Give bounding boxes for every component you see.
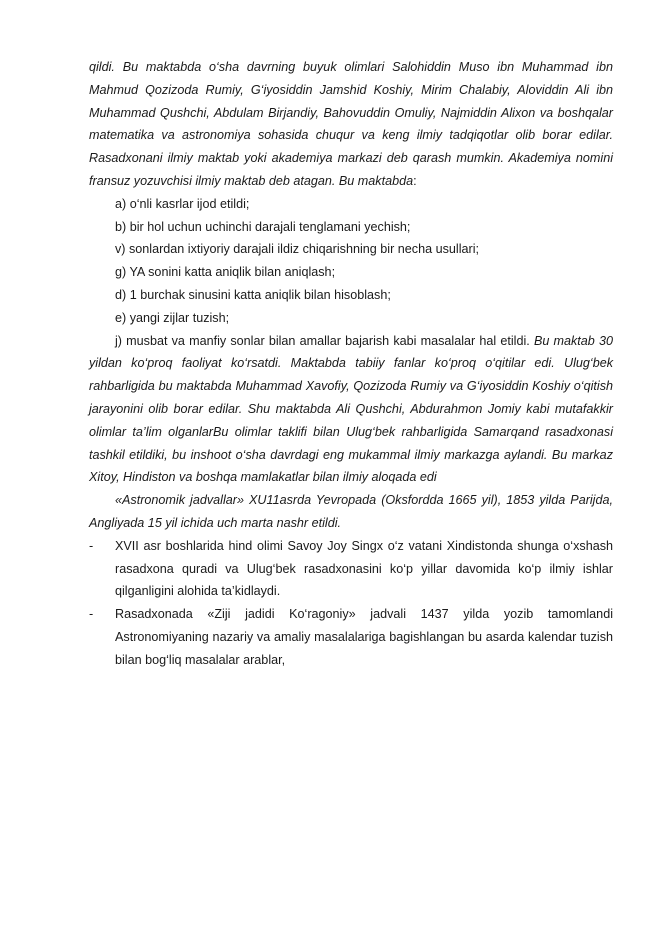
- list-item-g: g) YA sonini katta aniqlik bilan aniqlash;: [115, 265, 336, 280]
- list-item-v: v) sonlardan ixtiyoriy darajali ildiz chiqarishning bir necha usullari;: [115, 242, 479, 257]
- intro-italic-text: qildi. Bu maktabda o‘sha davrning buyuk olimlari Salohiddin Muso ibn Muhammad ibn Mahmud Qozizoda Rumiy, G‘iyosiddin Jamshid Koshiy, Mirim Chalabiy, Aloviddin Ali ibn Muhammad Qushchi, Abdulam Birjandiy, Bahovuddin Omuliy, Najmiddin Alixon va boshqalar matematika va astronomiya sohasida chuqur va keng ilmiy tadqiqotlar olib borar edilar. Rasadxonani ilmiy maktab yoki akademiya markazi deb qarash mumkin. Akademiya nomini fransuz yozuvchisi ilmiy maktab deb atagan. Bu maktabda: [89, 60, 613, 188]
- list-item-b: b) bir hol uchun uchinchi darajali tenglamani yechish;: [115, 219, 411, 234]
- item-j-regular-text: j) musbat va manfiy sonlar bilan amallar bajarish kabi masalalar hal etildi.: [115, 333, 530, 348]
- astronomik-jadvallar-paragraph: «Astronomik jadvallar» XU11asrda Yevropada (Oksfordda 1665 yil), 1853 yilda Parijda, Angliyada 15 yil ichida uch marta nashr etildi.: [89, 493, 613, 530]
- intro-paragraph: [89, 56, 613, 193]
- dash-list-item: [89, 603, 613, 671]
- list-item-e: e) yangi zijlar tuzish;: [115, 310, 230, 325]
- dash-bullet: -: [89, 538, 94, 553]
- dash-bullet: -: [89, 607, 94, 622]
- item-j-italic-text: Bu maktab 30 yildan ko‘proq faoliyat ko‘rsatdi. Maktabda tabiiy fanlar ko‘proq o‘qitilar edi. Ulug‘bek rahbarligida bu maktabda Muhammad Xavofiy, Qozizoda Rumiy va G‘iyosiddin Koshiy o‘qitish jarayonini olib borar edilar. Shu maktabda Ali Qushchi, Abdurahmon Jomiy kabi mutafakkir olimlar ta’lim olganlarBu olimlar taklifi bilan Ulug‘bek rahbarligida Samarqand rasadxonasi tashkil etildiki, bu inshoot o‘sha davrdagi eng mukammal ilmiy markazga aylandi. Bu markaz Xitoy, Hindiston va boshqa mamlakatlar bilan ilmiy aloqada edi: [89, 333, 613, 485]
- dash-item-text: Rasadxonada «Ziji jadidi Ko‘ragoniy» jadvali 1437 yilda yozib tamomlandi Astronomiyaning nazariy va amaliy masalalariga bagishlangan bu asarda kalendar tuzish bilan bog‘liq masalalar arablar,: [115, 607, 613, 667]
- dash-list-item: [89, 535, 613, 603]
- intro-colon: :: [413, 173, 417, 188]
- list-item-a: a) o‘nli kasrlar ijod etildi;: [115, 196, 250, 211]
- dash-item-text: XVII asr boshlarida hind olimi Savoy Joy Singx o‘z vatani Xindistonda shunga o‘xshash rasadxona quradi va Ulug‘bek rasadxonasini ko‘p yillar davomida ko‘p ilmiy ishlar qilganligini alohida ta’kidlaydi.: [115, 538, 613, 599]
- item-j-paragraph: [89, 330, 613, 490]
- list-item-d: d) 1 burchak sinusini katta aniqlik bilan hisoblash;: [115, 287, 391, 302]
- document-page: [89, 56, 613, 672]
